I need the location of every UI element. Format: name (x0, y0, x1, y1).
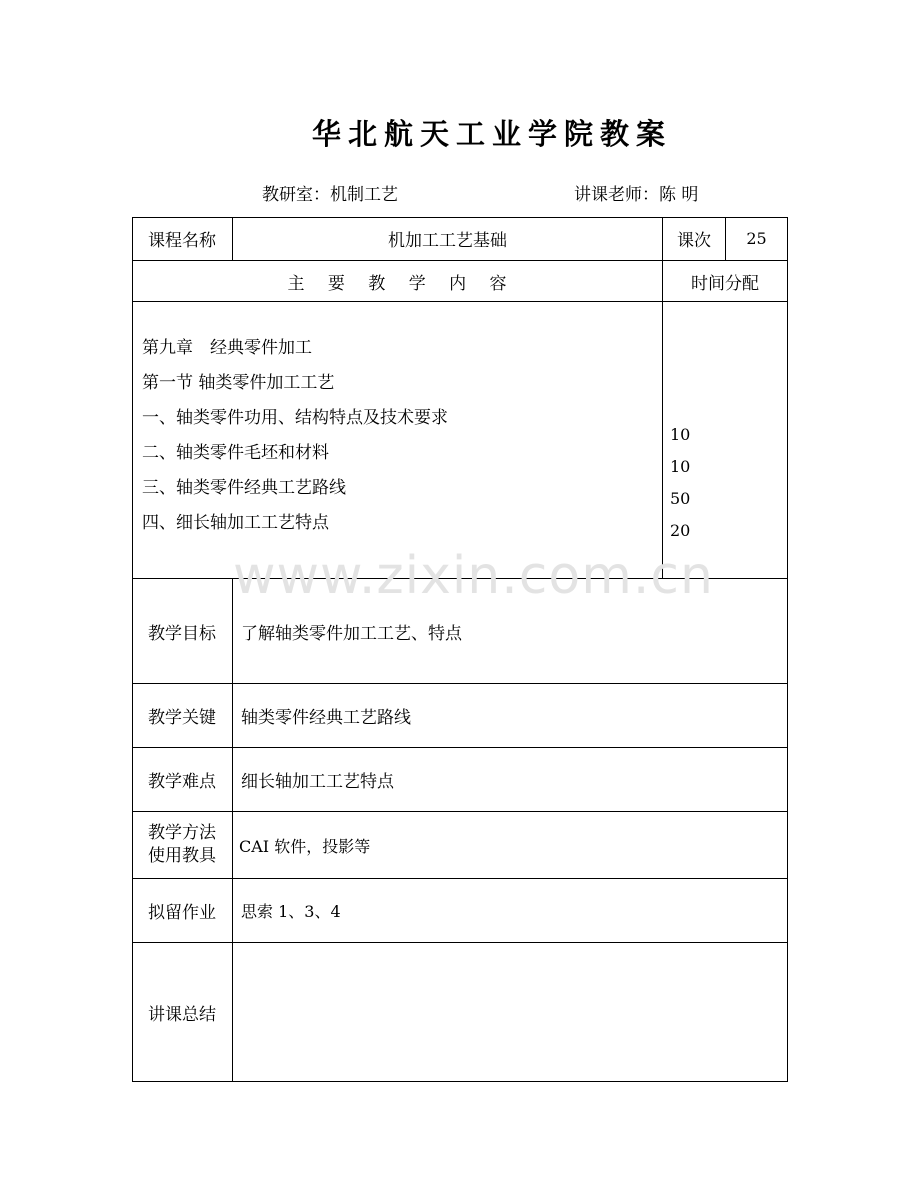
content-line: 三、轴类零件经典工艺路线 (142, 478, 346, 498)
time-value: 10 (670, 425, 691, 444)
key-point-value: 轴类零件经典工艺路线 (241, 708, 411, 728)
summary-label: 讲课总结 (148, 1004, 216, 1025)
session-value: 25 (746, 229, 767, 248)
lesson-plan-table (132, 217, 788, 1082)
content-line: 四、细长轴加工工艺特点 (142, 513, 329, 533)
content-line: 二、轴类零件毛坯和材料 (142, 443, 329, 463)
course-name-value: 机加工工艺基础 (388, 231, 507, 251)
objective-label: 教学目标 (148, 623, 216, 644)
time-value: 20 (670, 521, 691, 540)
session-label: 课次 (677, 231, 711, 251)
homework-value: 思索 1、3、4 (241, 902, 341, 921)
time-values (670, 419, 770, 547)
difficulty-label: 教学难点 (148, 772, 216, 792)
document-title: 华北航天工业学院教案 (311, 117, 672, 151)
content-line: 第一节 轴类零件加工工艺 (142, 373, 335, 393)
difficulty-value: 细长轴加工工艺特点 (241, 772, 394, 792)
watermark: www.zixin.com.cn (233, 546, 714, 606)
content-line: 第九章 经典零件加工 (142, 338, 312, 358)
tools-label-line: 使用教具 (148, 846, 216, 866)
time-value: 10 (670, 457, 691, 476)
method-label-line: 教学方法 (148, 823, 216, 843)
time-value: 50 (670, 489, 691, 508)
teacher-label: 讲课老师：陈 明 (574, 185, 699, 205)
key-point-label: 教学关键 (148, 708, 216, 728)
homework-label: 拟留作业 (148, 903, 216, 923)
main-content-header: 主 要 教 学 内 容 (287, 273, 507, 294)
department-label: 教研室：机制工艺 (262, 185, 398, 205)
summary-value (241, 943, 781, 1081)
content-line: 一、轴类零件功用、结构特点及技术要求 (142, 408, 448, 428)
content-lines (142, 331, 657, 541)
time-allocation-header: 时间分配 (691, 273, 759, 294)
method-tools-value: CAI 软件，投影等 (239, 836, 371, 856)
method-tools-label (132, 812, 232, 878)
objective-value: 了解轴类零件加工工艺、特点 (241, 623, 462, 644)
course-name-label: 课程名称 (148, 231, 216, 251)
